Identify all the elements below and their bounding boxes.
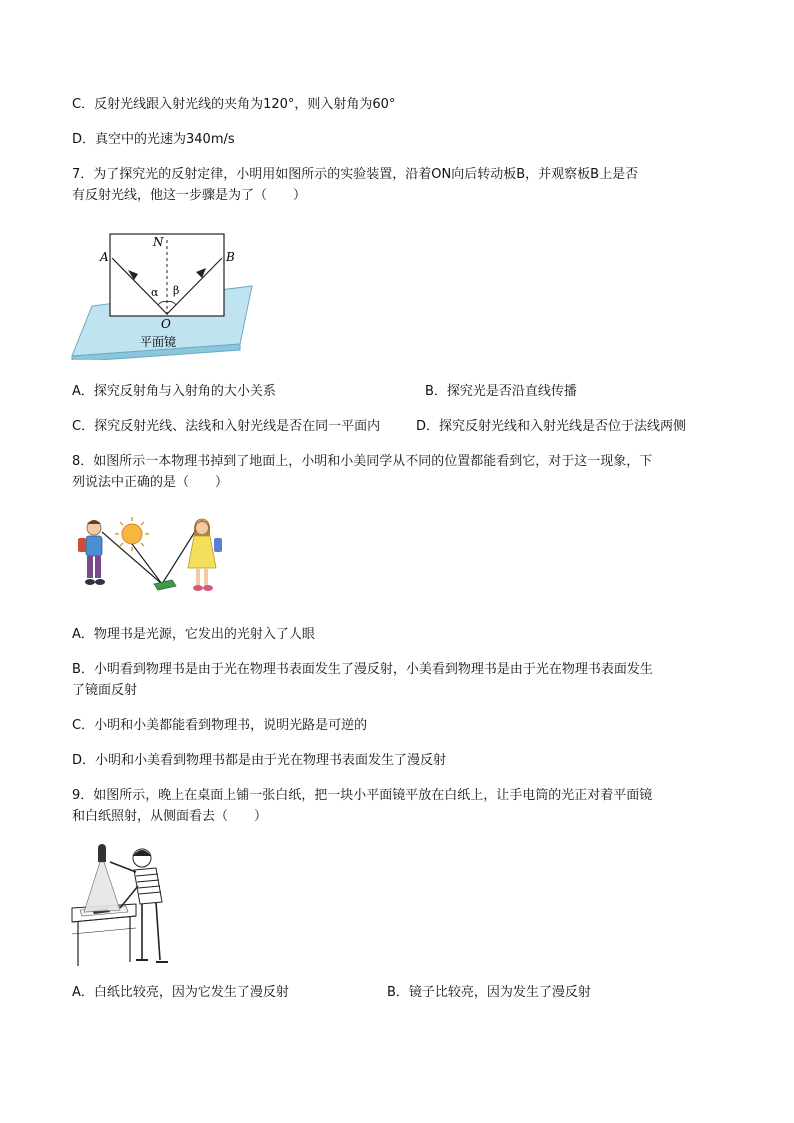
q7-option-b: B．探究光是否沿直线传播: [425, 384, 577, 399]
q6-option-d: D．真空中的光速为340m/s: [72, 132, 235, 147]
q7-mirror-label: 平面镜: [140, 335, 177, 349]
q7-label-n: N: [153, 235, 164, 249]
q8-option-a: A．物理书是光源，它发出的光射入了人眼: [72, 627, 315, 642]
q7-stem-line1: 7．为了探究光的反射定律，小明用如图所示的实验装置，沿着ON向后转动板B，并观察板B上是否: [72, 167, 639, 182]
q9-option-b: B．镜子比较亮，因为发生了漫反射: [387, 985, 591, 1000]
q8-option-b-line1: B．小明看到物理书是由于光在物理书表面发生了漫反射，小美看到物理书是由于光在物理书表面发生: [72, 662, 653, 677]
q8-option-b-line2: 了镜面反射: [72, 683, 138, 698]
q7-label-beta: β: [173, 284, 180, 297]
q7-label-o: O: [161, 317, 171, 331]
q8-option-d: D．小明和小美看到物理书都是由于光在物理书表面发生了漫反射: [72, 753, 447, 768]
q8-book-students-figure: [72, 512, 232, 602]
q8-stem-line1: 8．如图所示一本物理书掉到了地面上，小明和小美同学从不同的位置都能看到它，对于这一现象，下: [72, 454, 653, 469]
q6-option-c: C．反射光线跟入射光线的夹角为120°，则入射角为60°: [72, 97, 396, 112]
q9-option-a: A．白纸比较亮，因为它发生了漫反射: [72, 985, 289, 1000]
q8-stem-line2: 列说法中正确的是（ ）: [72, 475, 229, 490]
q9-flashlight-mirror-figure: [70, 842, 180, 970]
q9-stem-line1: 9．如图所示，晚上在桌面上铺一张白纸，把一块小平面镜平放在白纸上，让手电筒的光正对着平面镜: [72, 788, 653, 803]
q7-option-c: C．探究反射光线、法线和入射光线是否在同一平面内: [72, 419, 381, 434]
q7-stem-line2: 有反射光线，他这一步骤是为了（ ）: [72, 188, 307, 203]
q7-option-a: A．探究反射角与入射角的大小关系: [72, 384, 276, 399]
q8-option-c: C．小明和小美都能看到物理书，说明光路是可逆的: [72, 718, 368, 733]
q7-label-a: A: [100, 250, 109, 264]
q7-reflection-apparatus-figure: [70, 228, 260, 360]
q7-label-b: B: [226, 250, 235, 264]
q9-stem-line2: 和白纸照射，从侧面看去（ ）: [72, 809, 268, 824]
q7-label-alpha: α: [151, 286, 159, 299]
q7-option-d: D．探究反射光线和入射光线是否位于法线两侧: [416, 419, 687, 434]
